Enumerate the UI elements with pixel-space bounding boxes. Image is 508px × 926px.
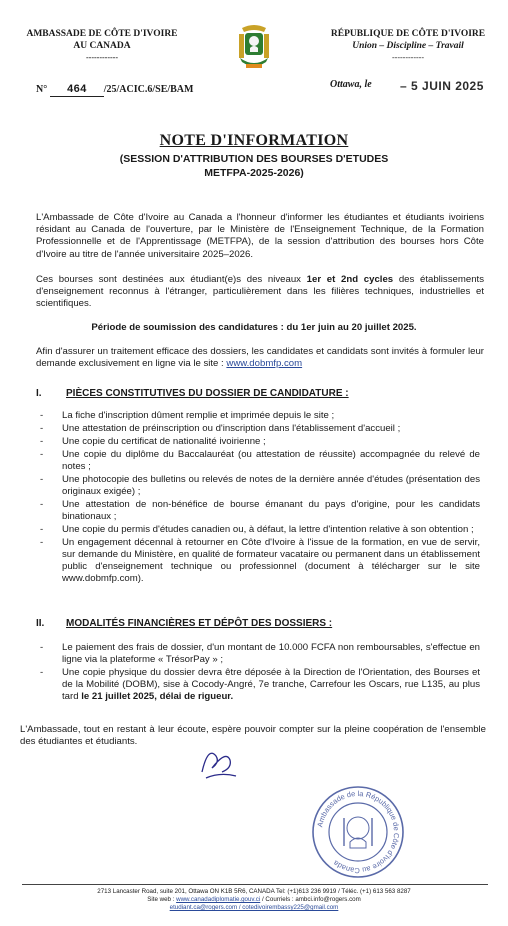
date-stamp: – 5 JUIN 2025 [400, 79, 484, 93]
stamp-ring-text: Ambassade de la République de Côte d'Ivoire au Canada [315, 788, 402, 876]
header-separator: ------------ [86, 53, 118, 62]
embassy-header [22, 28, 182, 64]
website-link[interactable]: www.canadadiplomatie.gouv.ci [176, 896, 261, 903]
list-item: - Une copie du diplôme du Baccalauréat (ou attestation de réussite) accompagnée du relevé de notes ; [40, 449, 480, 472]
email-links[interactable]: etudiant.ca@rogers.com / cotedivoirembassy225@gmail.com [169, 904, 339, 911]
list-item: - Une photocopie des bulletins ou relevés de notes de la dernière année d'études (présentation des originaux exigée) ; [40, 474, 480, 497]
financial-terms-list [40, 642, 480, 704]
dobmfp-link[interactable]: www.dobmfp.com [226, 358, 303, 370]
document-title: NOTE D'INFORMATION [159, 132, 349, 149]
intro-paragraph: L'Ambassade de Côte d'Ivoire au Canada a l'honneur d'informer les étudiantes et étudiants ivoiriens résidant au Canada de l'ouverture, par le Ministère de l'Enseignement Technique, de la Formation Professionnelle et de l'Apprentissage (METFPA), de la session d'attribution des bourses hors Côte d'Ivoire au titre de l'année universitaire 2025–2026. [36, 212, 484, 260]
embassy-country: AU CANADA [73, 41, 131, 51]
list-item: - Une copie du certificat de nationalité ivoirienne ; [40, 436, 266, 447]
list-item: - Le paiement des frais de dossier, d'un montant de 10.000 FCFA non remboursables, s'effectue en ligne via la plateforme « TrésorPay » ; [40, 642, 480, 665]
ref-prefix: N° [36, 84, 48, 95]
signature-icon [196, 742, 242, 782]
closing-paragraph: L'Ambassade, tout en restant à leur écoute, espère pouvoir compter sur la pleine coopération de l'ensemble des étudiantes et étudiants. [20, 724, 486, 748]
list-item: - Un engagement décennal à retourner en Côte d'Ivoire à l'issue de la formation, en vue de servir, sur demande du Ministère, en qualité de formateur vacataire ou permanent dans un établissement public d'enseignement technique ou professionnel (document à télécharger sur le site www.dobmfp.com). [40, 537, 480, 584]
place-label: Ottawa, le [330, 79, 372, 90]
ref-suffix: /25/ACIC.6/SE/BAM [103, 84, 194, 95]
submission-period: Période de soumission des candidatures : du 1er juin au 20 juillet 2025. [91, 322, 417, 333]
required-documents-list [40, 410, 480, 586]
list-item: - Une copie du permis d'études canadien ou, à défaut, la lettre d'intention relative à son obtention ; [40, 524, 474, 535]
footer-address: 2713 Lancaster Road, suite 201, Ottawa ON K1B 5R6, CANADA Tel: (+1)613 236 9919 / Téléc. (+1) 613 563 8287 [97, 888, 411, 895]
list-item: - Une attestation de préinscription ou d'inscription dans l'établissement d'accueil ; [40, 423, 401, 434]
ref-number: 464 [50, 84, 104, 97]
footer-divider [22, 884, 488, 885]
apply-paragraph: Afin d'assurer un traitement efficace des dossiers, les candidates et candidats sont invités à formuler leur demande exclusivement en ligne via le site : www.dobmfp.com [36, 346, 484, 370]
levels-paragraph: Ces bourses sont destinées aux étudiant(e)s des niveaux 1er et 2nd cycles des établissements d'enseignement reconnus à l'étranger, particulièrement dans les filières techniques, industrielles et scientifiques. [36, 274, 484, 310]
list-item: - Une attestation de non-bénéfice de bourse émanant du pays d'origine, pour les candidats binationaux ; [40, 499, 480, 522]
section-1-heading: I. PIÈCES CONSTITUTIVES DU DOSSIER DE CANDIDATURE : [36, 388, 349, 399]
list-item: - Une copie physique du dossier devra être déposée à la Direction de l'Orientation, des Bourses et de la Mobilité (DOBM), sise à Cocody-Angré, 7e tranche, Carrefour les Oscars, rue L135, au plus tard le 21 juillet 2025, délai de rigueur. [40, 667, 480, 702]
embassy-stamp-icon [310, 784, 406, 880]
section-2-heading: II. MODALITÉS FINANCIÈRES ET DÉPÔT DES DOSSIERS : [36, 618, 333, 629]
footer-emails [0, 904, 508, 912]
republic-header [318, 28, 498, 64]
republic-name: RÉPUBLIQUE DE CÔTE D'IVOIRE [330, 29, 486, 39]
document-subtitle: (SESSION D'ATTRIBUTION DES BOURSES D'ETUDES METFPA-2025-2026) [119, 153, 389, 179]
national-motto: Union – Discipline – Travail [352, 41, 464, 51]
header-separator: ------------ [392, 53, 424, 62]
reference-number [36, 84, 193, 97]
list-item: - La fiche d'inscription dûment remplie et imprimée depuis le site ; [40, 410, 335, 421]
embassy-name: AMBASSADE DE CÔTE D'IVOIRE [26, 29, 178, 39]
footer-contacts: Site web : www.canadadiplomatie.gouv.ci / Courriels : ambci.info@rogers.com [147, 896, 361, 903]
coat-of-arms-icon [236, 24, 272, 72]
